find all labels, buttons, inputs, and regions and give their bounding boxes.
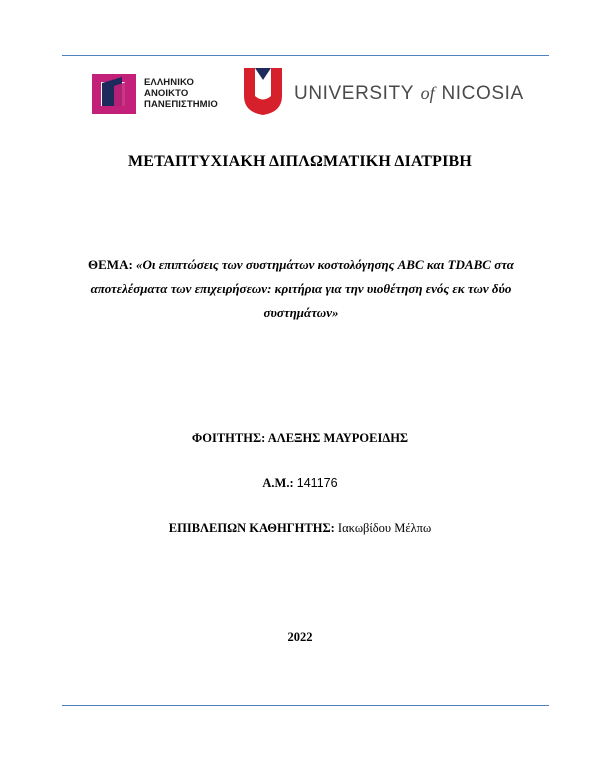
- unic-word-nicosia: NICOSIA: [441, 83, 524, 104]
- university-of-nicosia-shield-icon: [242, 66, 284, 116]
- unic-word-of: of: [420, 83, 435, 103]
- logos-header: [92, 66, 522, 122]
- topic-text: «Οι επιπτώσεις των συστημάτων κοστολόγησης ABC και TDABC στα αποτελέσματα των επιχειρήσεων: κριτήρια για την υιοθέτηση ενός εκ των δύο συστημάτων»: [90, 257, 514, 320]
- registration-number: [0, 476, 600, 491]
- eap-line-2: ΑΝΟΙΚΤΟ: [144, 88, 189, 99]
- year: 2022: [287, 630, 313, 644]
- thesis-topic: [60, 253, 542, 325]
- supervisor-name: Ιακωβίδου Μέλπω: [337, 521, 432, 535]
- bottom-rule: [62, 705, 549, 706]
- supervisor-label: ΕΠΙΒΛΕΠΩΝ ΚΑΘΗΓΗΤΗΣ:: [168, 521, 335, 535]
- eap-line-3: ΠΑΝΕΠΙΣΤΗΜΙΟ: [144, 99, 218, 110]
- thesis-type-title: ΜΕΤΑΠΤΥΧΙΑΚΗ ΔΙΠΛΩΜΑΤΙΚΗ ΔΙΑΤΡΙΒΗ: [127, 153, 473, 170]
- unic-word-university: UNIVERSITY: [294, 83, 414, 104]
- am-label: Α.Μ.:: [262, 476, 294, 490]
- unic-logo-text: [294, 83, 524, 105]
- top-rule: [62, 55, 549, 56]
- topic-label: ΘΕΜΑ:: [88, 257, 133, 272]
- eap-line-1: ΕΛΛΗΝΙΚΟ: [144, 77, 194, 88]
- eap-logo-text: [144, 77, 218, 110]
- student-name: ΦΟΙΤΗΤΗΣ: ΑΛΕΞΗΣ ΜΑΥΡΟΕΙΔΗΣ: [191, 431, 409, 445]
- am-value: 141176: [296, 476, 338, 490]
- hellenic-open-university-logo-icon: [92, 70, 140, 118]
- supervisor: [0, 521, 600, 536]
